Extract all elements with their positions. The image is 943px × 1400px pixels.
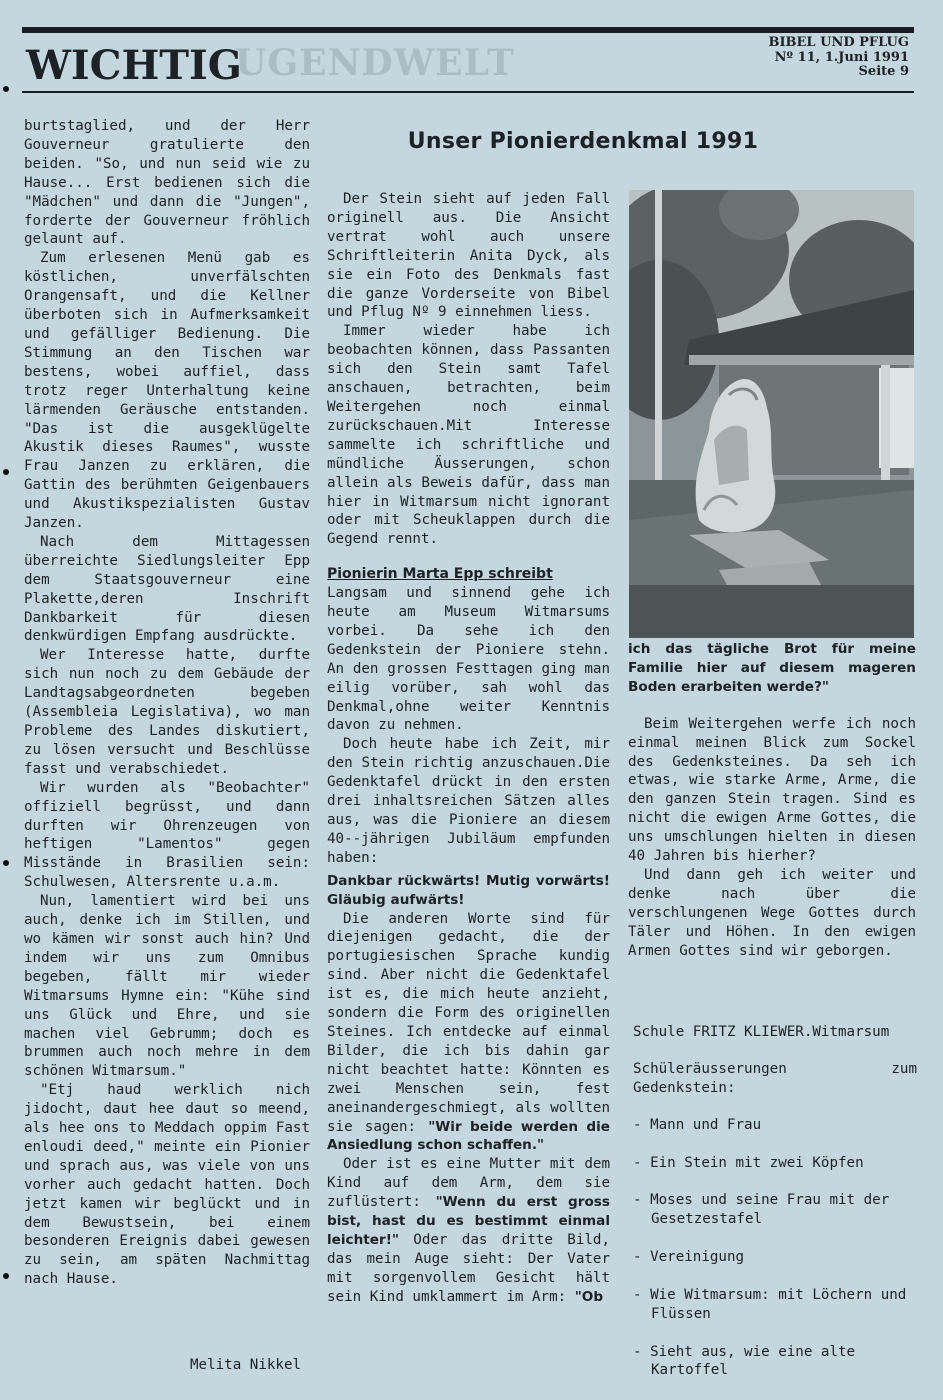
list-item: - Mann und Frau: [633, 1116, 762, 1133]
marta-quote: "Wenn du erst gross bist, hast du es bestimmt einmal leichter!": [327, 1194, 610, 1248]
marta-paragraph: [327, 1155, 610, 1306]
column1-paragraph: Nun, lamentiert wird bei uns auch, denke ich im Stillen, und wo kämen wir sonst auch hin? Und indem wir uns zum Omnibus begeben, fällt mir wieder Witmarsums Hymne ein: "Kühe sind uns Glück und Ehre, und sie machen viel Gebrumm; doch es brummen auch noch mehre in dem schönen Witmarsum.": [24, 893, 310, 1080]
column1-paragraph: "Etj haud werklich nich jidocht, daut hee daut so meend, als hee ons to Meddach oppim Fast enloudi deed," meinte ein Pionier und sprach aus, was viele von uns vorher auch gedacht hatten. Doch jetzt kamen wir beglückt und in dem Bewustsein, bei einem besonderen Ereignis dabei gewesen zu sein, am späten Nachmittag nach Hause.: [24, 1082, 310, 1288]
ghost-heading: UGENDWELT: [235, 42, 515, 84]
header-top-rule: [22, 27, 914, 33]
column-1: [24, 117, 310, 1289]
marta-quote: "Wir beide werden die Ansiedlung schon schaffen.": [327, 1118, 610, 1154]
marta-paragraph: Langsam und sinnend gehe ich heute am Museum Witmarsums vorbei. Da sehe ich den Gedenkstein der Pioniere stehn. An den grossen Festtagen ging man eilig vorüber, sah wohl das Denkmal,ohne weiter Kenntnis davon zu nehmen.: [327, 585, 610, 734]
section-title: WICHTIG: [26, 42, 242, 89]
column1-paragraph: burtstaglied, und der Herr Gouverneur gratulierte den beiden. "So, und nun seid wie zu Hause... Erst bedienen sich die "Mädchen" und dann die "Jungen", forderte der Gouverneur fröhlich gelaunt auf.: [24, 118, 310, 248]
school-section: [633, 1023, 917, 1399]
binding-hole-3: [3, 860, 9, 866]
marta-text: Oder das dritte Bild, das mein Auge sieht: Der Vater mit sorgenvollem Gesicht hält sein Kind umklammert im Arm:: [327, 1231, 610, 1305]
marta-paragraph: [327, 910, 610, 1156]
binding-hole-4: [3, 1273, 9, 1279]
quote-continuation: ich das tägliche Brot für meine Familie hier auf diesem mageren Boden erarbeiten werde?": [628, 641, 916, 695]
column1-paragraph: Nach dem Mittagessen überreichte Siedlungsleiter Epp dem Staatsgouverneur eine Plakette,deren Inschrift Dankbarkeit für diesen denkwürdigen Empfang ausdrückte.: [24, 533, 310, 645]
column1-paragraph: Wer Interesse hatte, durfte sich nun noch zu dem Gebäude der Landtagsabgeordneten begeben (Assembleia Legislativa), wo man Probleme des Landes diskutiert, zu lösen versucht und Beschlüsse fasst und verabschiedet.: [24, 647, 310, 777]
binding-hole-1: [3, 86, 9, 92]
school-statements: [633, 1116, 917, 1381]
article-subheading: Pionierin Marta Epp schreibt: [327, 566, 553, 583]
column-3: [628, 640, 916, 961]
masthead: [768, 36, 909, 80]
article-title: Unser Pionierdenkmal 1991: [407, 129, 759, 154]
school-intro: Schüleräusserungen zum Gedenkstein:: [633, 1060, 917, 1096]
marta-text: Die anderen Worte sind für diejenigen gedacht, die der portugiesischen Sprache kundig sind. Aber nicht die Gedenktafel ist es, die mich heute anzieht, sondern die Form des originellen Steines. Ich entdecke auf einmal Bilder, die ich bis dahin gar nicht beachtet hatte: Könnten es zwei Menschen sein, fest aneinandergeschmiegt, als wollten sie sagen:: [327, 910, 610, 1135]
marta-paragraph: Und dann geh ich weiter und denke nach über die verschlungenen Wege Gottes durch Täler und Höhen. In den ewigen Armen Gottes sind wir geborgen.: [628, 866, 916, 959]
marta-paragraph: Beim Weitergehen werfe ich noch einmal meinen Blick zum Sockel des Gedenksteines. Da seh ich etwas, wie starke Arme, Arme, die den ganzen Stein tragen. Sind es nicht die ewigen Arme Gottes, die uns umschlungen hielten in diesen 40 Jahren bis hierher?: [628, 715, 916, 865]
marta-text: Oder ist es eine Mutter mit dem Kind auf dem Arm, dem sie zuflüstert:: [327, 1156, 610, 1211]
list-item: - Sieht aus, wie eine alte Kartoffel: [633, 1343, 856, 1379]
article-intro-paragraph: Der Stein sieht auf jeden Fall originell aus. Die Ansicht vertrat wohl auch unsere Schriftleiterin Anita Dyck, als sie ein Foto des Denkmals fast die ganze Vorderseite von Bibel und Pflug Nº 9 einnehmen liess.: [327, 191, 610, 321]
list-item: - Wie Witmarsum: mit Löchern und Flüssen: [633, 1286, 907, 1322]
publication-name: BIBEL UND PFLUG: [768, 35, 909, 50]
marta-paragraph: Doch heute habe ich Zeit, mir den Stein richtig anzuschauen.Die Gedenktafel drückt in den ersten drei inhaltsreichen Sätzen alles aus, was die Pioniere an diesem 40--jährigen Jubiläum empfunden haben:: [327, 736, 610, 866]
list-item: - Ein Stein mit zwei Köpfen: [633, 1154, 864, 1171]
marta-quote: "Ob: [574, 1288, 604, 1305]
column1-paragraph: Wir wurden als "Beobachter" offiziell begrüsst, und dann durften wir Ohrenzeugen von heftigen "Lamentos" gegen Misstände in Brasilien sein: Schulwesen, Altersrente u.a.m.: [24, 779, 310, 891]
issue-number: Nº 11, 1.Juni 1991: [774, 49, 909, 65]
list-item: - Vereinigung: [633, 1249, 745, 1266]
list-item: - Moses und seine Frau mit der Gesetzestafel: [633, 1192, 890, 1228]
column-2: [327, 190, 610, 1307]
article-intro-paragraph: Immer wieder habe ich beobachten können, dass Passanten sich den Stein samt Tafel anschauen, betrachten, beim Weitergehen noch einmal zurückschauen.Mit Interesse sammelte ich schriftliche und mündliche Äusserungen, schon allein als Beweis dafür, dass man hier in Witmarsum nicht ignorant oder mit Scheuklappen durch die Gegend rennt.: [327, 323, 610, 548]
page-number: Seite 9: [858, 64, 909, 79]
memorial-stone-photo: [629, 190, 914, 638]
motto: Dankbar rückwärts! Mutig vorwärts! Gläubig aufwärts!: [327, 872, 610, 908]
school-heading: Schule FRITZ KLIEWER.Witmarsum: [633, 1024, 890, 1040]
column1-paragraph: Zum erlesenen Menü gab es köstlichen, unverfälschten Orangensaft, und die Kellner überboten sich in Aufmerksamkeit und gefälliger Bedienung. Die Stimmung an den Tischen war bestens, wobei auffiel, dass trotz reger Unterhaltung keine lärmenden Geräusche entstanden. "Das ist die ausgeklügelte Akustik dieses Raumes", wusste Frau Janzen zu erklären, die Gattin des berühmten Geigenbauers und Akustikspezialisten Gustav Janzen.: [24, 250, 310, 532]
author-signature: Melita Nikkel: [190, 1357, 302, 1373]
photo-illustration: [629, 190, 914, 638]
binding-hole-2: [3, 469, 9, 475]
